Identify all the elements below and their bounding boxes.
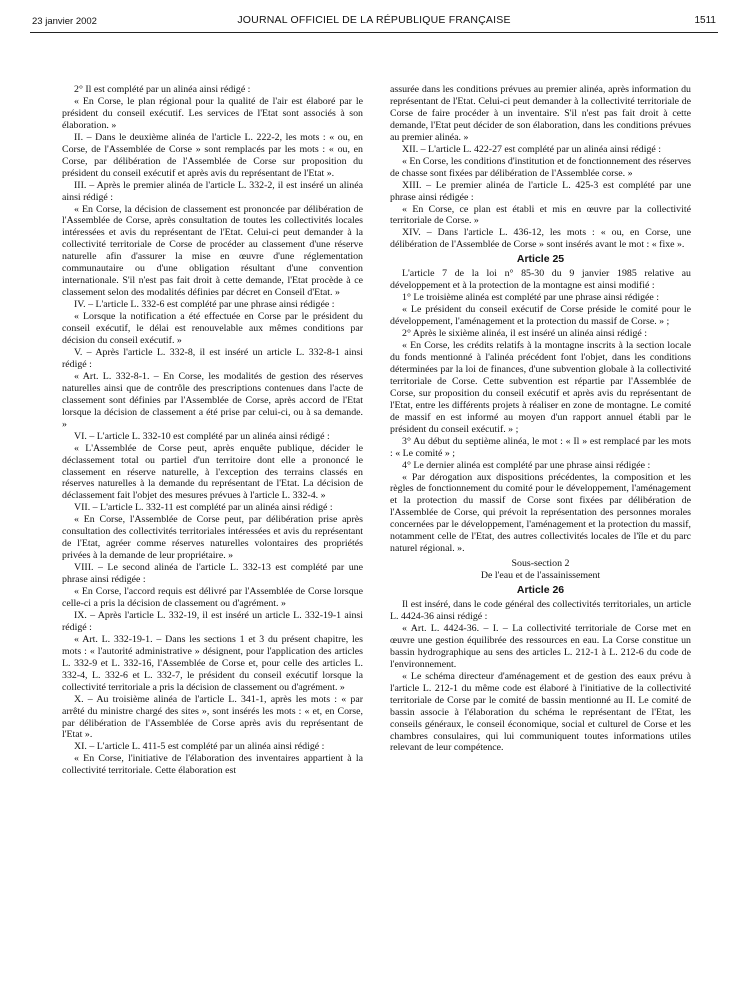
paragraph: « En Corse, l'Assemblée de Corse peut, par délibération prise après consultation des collectivités territoriales intéressées et avis du représentant de l'Etat, agréer comme réserves naturelles volontaires des propriétés privées à la demande de leur propriétaire. » <box>62 514 363 562</box>
paragraph: « Par dérogation aux dispositions précédentes, la composition et les règles de fonctionnement du comité pour le développement, l'aménagement et la protection du massif de Corse sont fixées par délibération de l'Assemblée de Corse, qui prévoit la représentation des personnes morales concernées par le développement, l'aménagement et la protection du massif, notamment celle de l'Etat, des autres collectivités locales de l'île et du parc naturel régional. ». <box>390 471 691 555</box>
paragraph: « Art. L. 4424-36. – I. – La collectivité territoriale de Corse met en œuvre une gestion équilibrée des ressources en eau. La Corse constitue un bassin hydrographique au sens des articles L. 212-1 à L. 212-6 du code de l'environnement. <box>390 622 691 670</box>
paragraph: « En Corse, les crédits relatifs à la montagne inscrits à la section locale du fonds mentionné à l'alinéa précédent font l'objet, dans les conditions déterminées par la loi de finances, d'une subvention globale à la collectivité territoriale de Corse. Cette subvention est répartie par l'Assemblée de Corse, sur proposition du conseil exécutif et après avis du représentant de l'Etat, entre les différents projets à réaliser en zone de montagne. Le comité de massif en est informé au moyen d'un rapport annuel établi par le président du conseil exécutif. » ; <box>390 340 691 435</box>
paragraph: VIII. – Le second alinéa de l'article L. 332-13 est complété par une phrase ainsi rédigée : <box>62 562 363 586</box>
paragraph: L'article 7 de la loi n° 85-30 du 9 janvier 1985 relative au développement et à la protection de la montagne est ainsi modifié : <box>390 268 691 292</box>
paragraph: II. – Dans le deuxième alinéa de l'article L. 222-2, les mots : « ou, en Corse, de l'Assemblée de Corse » sont remplacés par les mots : « ou, en Corse, par délibération de l'Assemblée de Corse sur proposition du président du conseil exécutif et après avis du représentant de l'Etat ». <box>62 131 363 179</box>
paragraph: VII. – L'article L. 332-11 est complété par un alinéa ainsi rédigé : <box>74 502 333 514</box>
paragraph: « En Corse, l'accord requis est délivré par l'Assemblée de Corse lorsque celle-ci a pris la décision de classement ou d'agrément. » <box>62 586 363 609</box>
paragraph: 2° Après le sixième alinéa, il est inséré un alinéa ainsi rédigé : <box>402 328 647 340</box>
paragraph: « Le président du conseil exécutif de Corse préside le comité pour le développement, l'aménagement et la protection du massif de Corse. » ; <box>390 304 691 328</box>
paragraph: VI. – L'article L. 332-10 est complété par un alinéa ainsi rédigé : <box>74 430 330 442</box>
paragraph-continued: assurée dans les conditions prévues au premier alinéa, après information du représentant de l'Etat. Celui-ci peut demander à la collectivité territoriale de Corse de faire procéder à un inventaire. S'il n'est pas fait droit à cette demande, l'Etat peut décider de son élaboration, dans les conditions prévues au premier alinéa. » <box>390 84 691 143</box>
paragraph: IV. – L'article L. 332-6 est complété par une phrase ainsi rédigée : <box>74 299 335 311</box>
paragraph: 3° Au début du septième alinéa, le mot : « Il » est remplacé par les mots : « Le comité » ; <box>390 435 691 459</box>
paragraph: XII. – L'article L. 422-27 est complété par un alinéa ainsi rédigé : <box>402 143 661 155</box>
paragraph: « Art. L. 332-8-1. – En Corse, les modalités de gestion des réserves naturelles ainsi que de contrôle des prescriptions contenues dans l'acte de classement sont définies par l'Assemblée de Corse, après accord de l'Etat lorsque la décision de classement a été prise par celui-ci, ou à sa demande. » <box>62 370 363 430</box>
right-column <box>390 84 691 754</box>
paragraph: XIV. – Dans l'article L. 436-12, les mots : « ou, en Corse, une délibération de l'Assemblée de Corse » sont insérés avant le mot : « fixe ». <box>390 227 691 251</box>
header-rule <box>30 32 718 33</box>
paragraph: V. – Après l'article L. 332-8, il est inséré un article L. 332-8-1 ainsi rédigé : <box>62 346 363 370</box>
subsection-title: De l'eau et de l'assainissement <box>480 570 601 582</box>
paragraph: IX. – Après l'article L. 332-19, il est inséré un article L. 332-19-1 ainsi rédigé : <box>62 609 363 633</box>
page-number: 1511 <box>694 15 716 26</box>
paragraph: « L'Assemblée de Corse peut, après enquête publique, décider le déclassement total ou partiel d'un territoire dont elle a prononcé le classement en réserve naturelle, à l'exception des terrains classés en réserves naturelles à la demande du représentant de l'Etat. La décision de déclassement fait l'objet des mesures prévues à l'article L. 332-4. » <box>62 442 363 502</box>
paragraph: Il est inséré, dans le code général des collectivités territoriales, un article L. 4424-36 ainsi rédigé : <box>390 599 691 622</box>
page-header <box>32 10 716 34</box>
journal-title: JOURNAL OFFICIEL DE LA RÉPUBLIQUE FRANÇAISE <box>237 14 511 26</box>
header-date: 23 janvier 2002 <box>32 16 97 27</box>
paragraph: 1° Le troisième alinéa est complété par une phrase ainsi rédigée : <box>402 292 660 304</box>
paragraph: X. – Au troisième alinéa de l'article L. 341-1, après les mots : « par arrêté du ministre chargé des sites », sont insérés les mots : « et, en Corse, par délibération de l'Assemblée de Corse après avis du représentant de l'Etat ». <box>62 693 363 741</box>
paragraph: 4° Le dernier alinéa est complété par une phrase ainsi rédigée : <box>402 459 651 471</box>
paragraph: « Art. L. 332-19-1. – Dans les sections 1 et 3 du présent chapitre, les mots : « l'autorité administrative » désignent, pour l'application des articles L. 332-9 et L. 332-16, l'Assemblée de Corse et, pour celle des articles L. 332-4, L. 332-6 et L. 332-7, le président du conseil exécutif lorsque la collectivité territoriale a pris la décision de classement ou d'agrément. » <box>62 633 363 693</box>
paragraph: « Lorsque la notification a été effectuée en Corse par le président du conseil exécutif, le délai est renouvelable aux mêmes conditions par décision du conseil exécutif. » <box>62 311 363 347</box>
article-heading: Article 25 <box>516 253 565 266</box>
paragraph: XI. – L'article L. 411-5 est complété par un alinéa ainsi rédigé : <box>74 741 325 753</box>
article-heading: Article 26 <box>516 584 565 597</box>
left-column <box>62 84 363 777</box>
paragraph: « En Corse, ce plan est établi et mis en œuvre par la collectivité territoriale de Corse. » <box>390 203 691 227</box>
paragraph: III. – Après le premier alinéa de l'article L. 332-2, il est inséré un alinéa ainsi rédigé : <box>62 179 363 203</box>
paragraph: « En Corse, l'initiative de l'élaboration des inventaires appartient à la collectivité territoriale. Cette élaboration est <box>62 753 363 777</box>
subsection-heading: Sous-section 2 <box>511 558 570 570</box>
paragraph: « Le schéma directeur d'aménagement et de gestion des eaux prévu à l'article L. 212-1 du même code est élaboré à l'initiative de la collectivité territoriale de Corse par le comité de bassin mentionné au II. Le comité de bassin associe à l'élaboration du schéma le représentant de l'Etat, les conseils généraux, le conseil économique, social et culturel de Corse et les chambres consulaires, qui lui communiquent toutes informations utiles relevant de leur compétence. <box>390 670 691 754</box>
paragraph: 2° Il est complété par un alinéa ainsi rédigé : <box>74 84 251 95</box>
paragraph: « En Corse, le plan régional pour la qualité de l'air est élaboré par le président du conseil exécutif. Les services de l'Etat sont associés à son élaboration. » <box>62 95 363 131</box>
paragraph: XIII. – Le premier alinéa de l'article L. 425-3 est complété par une phrase ainsi rédigée : <box>390 179 691 203</box>
paragraph: « En Corse, les conditions d'institution et de fonctionnement des réserves de chasse sont fixées par délibération de l'Assemblée corse. » <box>390 155 691 179</box>
paragraph: « En Corse, la décision de classement est prononcée par délibération de l'Assemblée de Corse, après consultation de toutes les collectivités locales intéressées et avis du représentant de l'Etat. Celui-ci peut demander à la collectivité territoriale de Corse de procéder au classement d'une réserve naturelle afin d'assurer la mise en œuvre d'une réglementation communautaire ou d'une obligation résultant d'une convention internationale. S'il n'est pas fait droit à cette demande, l'Etat procède à ce classement selon des modalités définies par décret en Conseil d'Etat. » <box>62 203 363 299</box>
